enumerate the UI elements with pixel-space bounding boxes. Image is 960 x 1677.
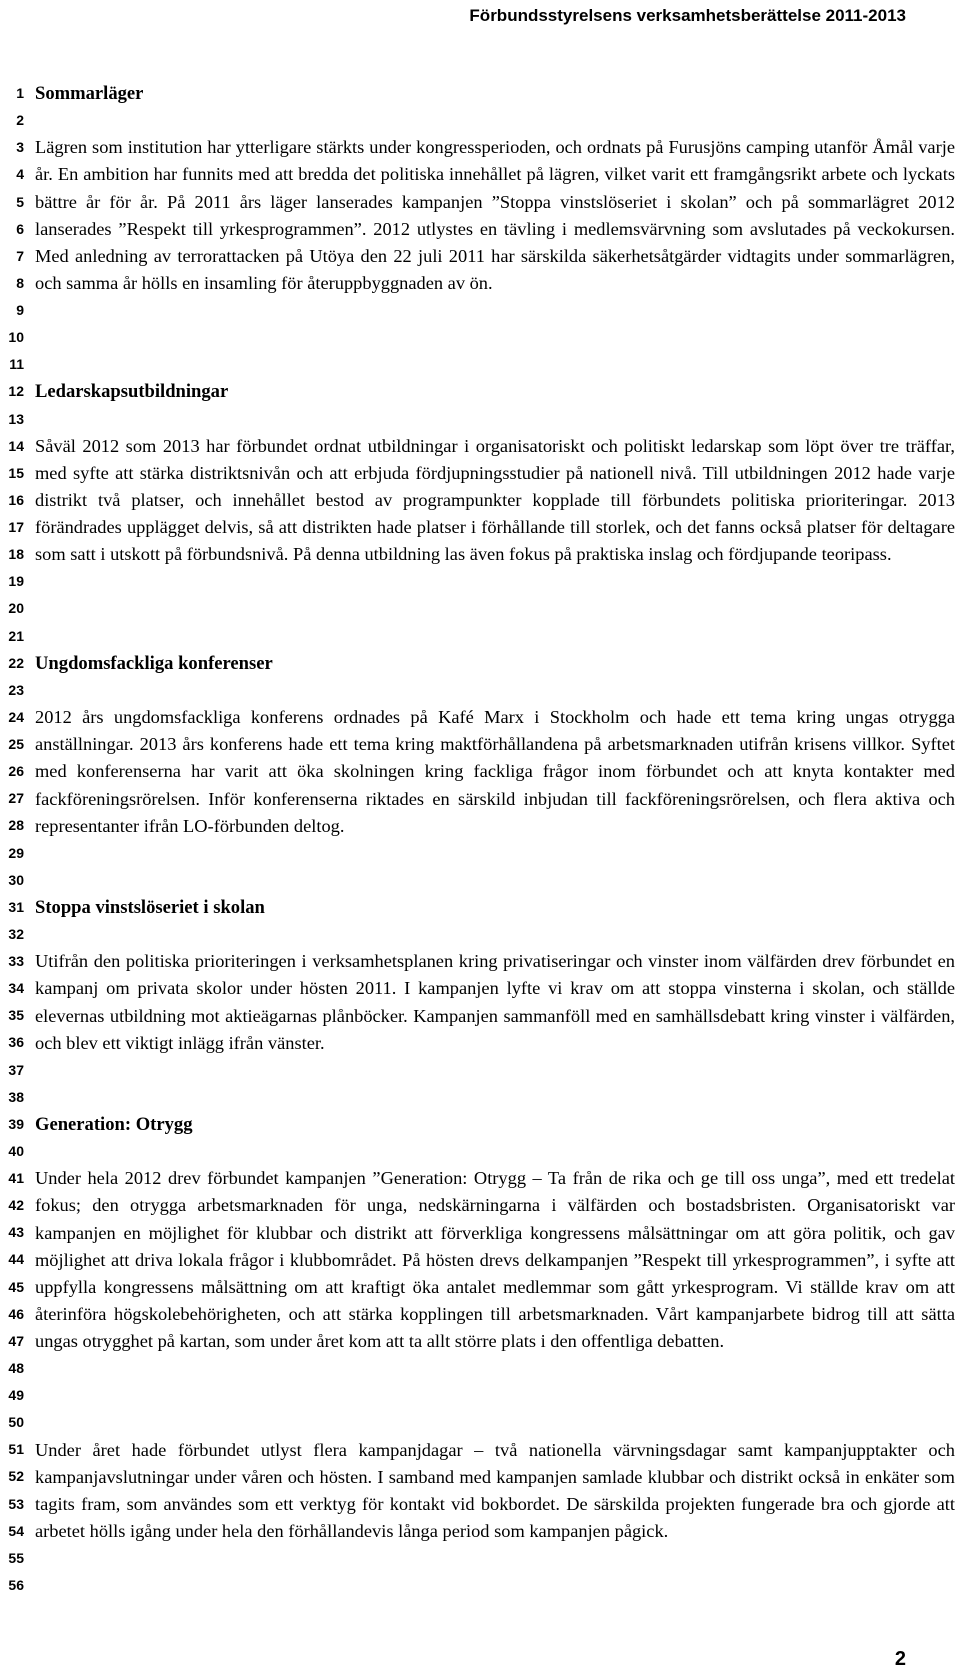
line-number: 46 bbox=[8, 1305, 24, 1322]
line-number: 54 bbox=[8, 1522, 24, 1539]
line-number: 35 bbox=[8, 1007, 24, 1024]
line-number: 6 bbox=[16, 220, 24, 237]
line-number: 41 bbox=[8, 1170, 24, 1186]
line-number: 9 bbox=[16, 302, 24, 318]
line-number: 32 bbox=[8, 925, 24, 942]
line-number: 10 bbox=[8, 329, 24, 346]
line-number: 25 bbox=[8, 736, 24, 752]
paragraph-stoppa: Utifrån den politiska prioriteringen i verksamhetsplanen kring privatiseringar och vinster inom välfärden drev förbundet en kampanj om privata skolor under hösten 2011. I kampanjen lyfte vi krav om att stoppa vinsterna i skolan, och ställde elevernas utbildning mot aktieägarnas plånböcker. Kampanjen sammanföll med en samhällsdebatt kring vinster i välfärden, och blev ett viktigt inlägg ifrån vänster. bbox=[35, 951, 955, 1053]
line-number: 34 bbox=[8, 980, 24, 997]
line-number: 37 bbox=[8, 1061, 24, 1078]
line-number: 39 bbox=[8, 1115, 24, 1132]
line-number: 16 bbox=[8, 491, 24, 508]
line-number: 47 bbox=[8, 1332, 24, 1349]
line-number: 15 bbox=[8, 464, 24, 481]
paragraph-generation-1: Under hela 2012 drev förbundet kampanjen ”Generation: Otrygg – Ta från de rika och ge till oss unga”, med ett tredelat fokus; den otrygga arbetsmarknaden för unga, nedskärningarna i välfärden och bostadsbristen. Organisatoriskt var kampanjen en möjlighet för klubbar och distrikt att förverkliga kongressens målsättningar om att göra politik, och gav möjlighet att driva lokala frågor i klubbområdet. På hösten drevs delkampanjen ”Respekt till yrkesprogrammen”, i syfte att uppfylla kongressens målsättning om att kraftigt öka antalet medlemmar som gått yrkesprogram. Vi ställde krav om att återinföra högskolebehörigheten, och att stärka kopplingen till arbetsmarknaden. Vårt kampanjarbete bidrog till att sätta ungas otrygghet på kartan, som under året kom att ta allt större plats i den offentliga debatten. bbox=[35, 1168, 955, 1352]
line-number: 5 bbox=[16, 193, 24, 210]
line-number: 53 bbox=[8, 1495, 24, 1512]
line-number: 52 bbox=[8, 1468, 24, 1485]
line-number: 56 bbox=[8, 1576, 24, 1593]
line-number: 28 bbox=[8, 817, 24, 834]
paragraph-ungdomsfackliga: 2012 års ungdomsfackliga konferens ordnades på Kafé Marx i Stockholm och hade ett tema kring ungas otrygga anställningar. 2013 års konferens hade ett tema kring maktförhållandena på arbetsmarknaden utifrån krisens villkor. Syftet med konferenserna har varit att öka skolningen kring fackliga frågor inom förbundet och att knyta kontakter med fackföreningsrörelsen. Inför konferenserna riktades en särskild inbjudan till fackföreningsrörelsen, och flera aktiva och representanter ifrån LO-förbunden deltog. bbox=[35, 707, 955, 836]
line-number: 29 bbox=[8, 844, 24, 861]
line-number: 51 bbox=[8, 1441, 24, 1458]
line-number: 2 bbox=[16, 112, 24, 129]
line-number: 18 bbox=[8, 546, 24, 563]
line-number: 12 bbox=[8, 383, 24, 400]
line-number: 38 bbox=[8, 1088, 24, 1105]
line-number: 26 bbox=[8, 763, 24, 780]
line-number: 22 bbox=[8, 654, 24, 671]
line-number: 1 bbox=[16, 85, 24, 101]
line-number: 14 bbox=[8, 437, 24, 454]
document-body bbox=[35, 80, 955, 1572]
line-number: 19 bbox=[8, 573, 24, 590]
line-number: 55 bbox=[8, 1549, 24, 1566]
line-number: 24 bbox=[8, 708, 24, 725]
line-number: 23 bbox=[8, 681, 24, 698]
line-number: 40 bbox=[8, 1142, 24, 1159]
line-number: 27 bbox=[8, 790, 24, 807]
line-number: 49 bbox=[8, 1387, 24, 1403]
heading-stoppa: Stoppa vinstslöseriet i skolan bbox=[35, 897, 265, 919]
line-number: 45 bbox=[8, 1278, 24, 1295]
paragraph-sommarlager: Lägren som institution har ytterligare stärkts under kongressperioden, och ordnats på Furusjöns camping utanför Åmål varje år. En ambition har funnits med att bredda det politiska innehållet på lägren, vilket varit ett framgångsrikt arbete och lyckats bättre år för år. På 2011 års läger lanserades kampanjen ”Stoppa vinstslöseriet i skolan” och på sommarlägret 2012 lanserades ”Respekt till yrkesprogrammen”. 2012 utlystes en tävling i medlemsvärvning som avslutades på veckokursen. Med anledning av terrorattacken på Utöya den 22 juli 2011 har särskilda säkerhetsåtgärder vidtagits under sommarlägren, och samma år hölls en insamling för återuppbyggnaden av ön. bbox=[35, 137, 955, 293]
line-number: 8 bbox=[16, 274, 24, 291]
heading-ledarskap: Ledarskapsutbildningar bbox=[35, 381, 229, 403]
line-number: 21 bbox=[8, 627, 24, 644]
line-number: 31 bbox=[8, 898, 24, 915]
line-number: 33 bbox=[8, 953, 24, 969]
line-number: 42 bbox=[8, 1197, 24, 1214]
line-number: 48 bbox=[8, 1359, 24, 1376]
line-number: 20 bbox=[8, 600, 24, 617]
line-number-gutter bbox=[0, 80, 24, 1599]
heading-generation: Generation: Otrygg bbox=[35, 1114, 193, 1136]
line-number: 7 bbox=[16, 247, 24, 264]
line-number: 4 bbox=[16, 166, 24, 183]
line-number: 50 bbox=[8, 1414, 24, 1431]
line-number: 13 bbox=[8, 410, 24, 427]
page-number: 2 bbox=[894, 1648, 906, 1670]
paragraph-generation-2: Under året hade förbundet utlyst flera kampanjdagar – två nationella värvningsdagar samt kampanjupptakter och kampanjavslutningar under våren och hösten. I samband med kampanjen samlade klubbar och distrikt också in enkäter som tagits fram, som användes som ett verktyg för kontakt vid bokbordet. De särskilda projekten fungerade bra och gjorde att arbetet hölls igång under hela den förhållandevis långa period som kampanjen pågick. bbox=[35, 1439, 955, 1542]
line-number: 17 bbox=[8, 519, 24, 535]
line-number: 44 bbox=[8, 1251, 24, 1268]
paragraph-ledarskap: Såväl 2012 som 2013 har förbundet ordnat utbildningar i organisatoriskt och politiskt ledarskap som löpt över tre träffar, med syfte att stärka distriktsnivån och att erbjuda fördjupningsstudier på nationell nivå. Till utbildningen 2012 hade varje distrikt två platser, och innehållet bestod av programpunkter kopplade till förbundets politiska prioriteringar. 2013 förändrades upplägget delvis, så att distrikten hade platser i förhållande till storlek, och det fanns också platser för deltagare som satt i utskott på förbundsnivå. På denna utbildning las även fokus på praktiska inslag och fördjupande teoripass. bbox=[35, 435, 955, 565]
heading-sommarlager: Sommarläger bbox=[35, 83, 144, 104]
heading-ungdomsfackliga: Ungdomsfackliga konferenser bbox=[35, 652, 273, 674]
line-number: 43 bbox=[8, 1224, 24, 1241]
line-number: 11 bbox=[9, 356, 24, 373]
page-header: Förbundsstyrelsens verksamhetsberättelse 2011-2013 bbox=[469, 6, 906, 25]
line-number: 3 bbox=[16, 139, 24, 156]
line-number: 36 bbox=[8, 1034, 24, 1051]
line-number: 30 bbox=[8, 871, 24, 888]
